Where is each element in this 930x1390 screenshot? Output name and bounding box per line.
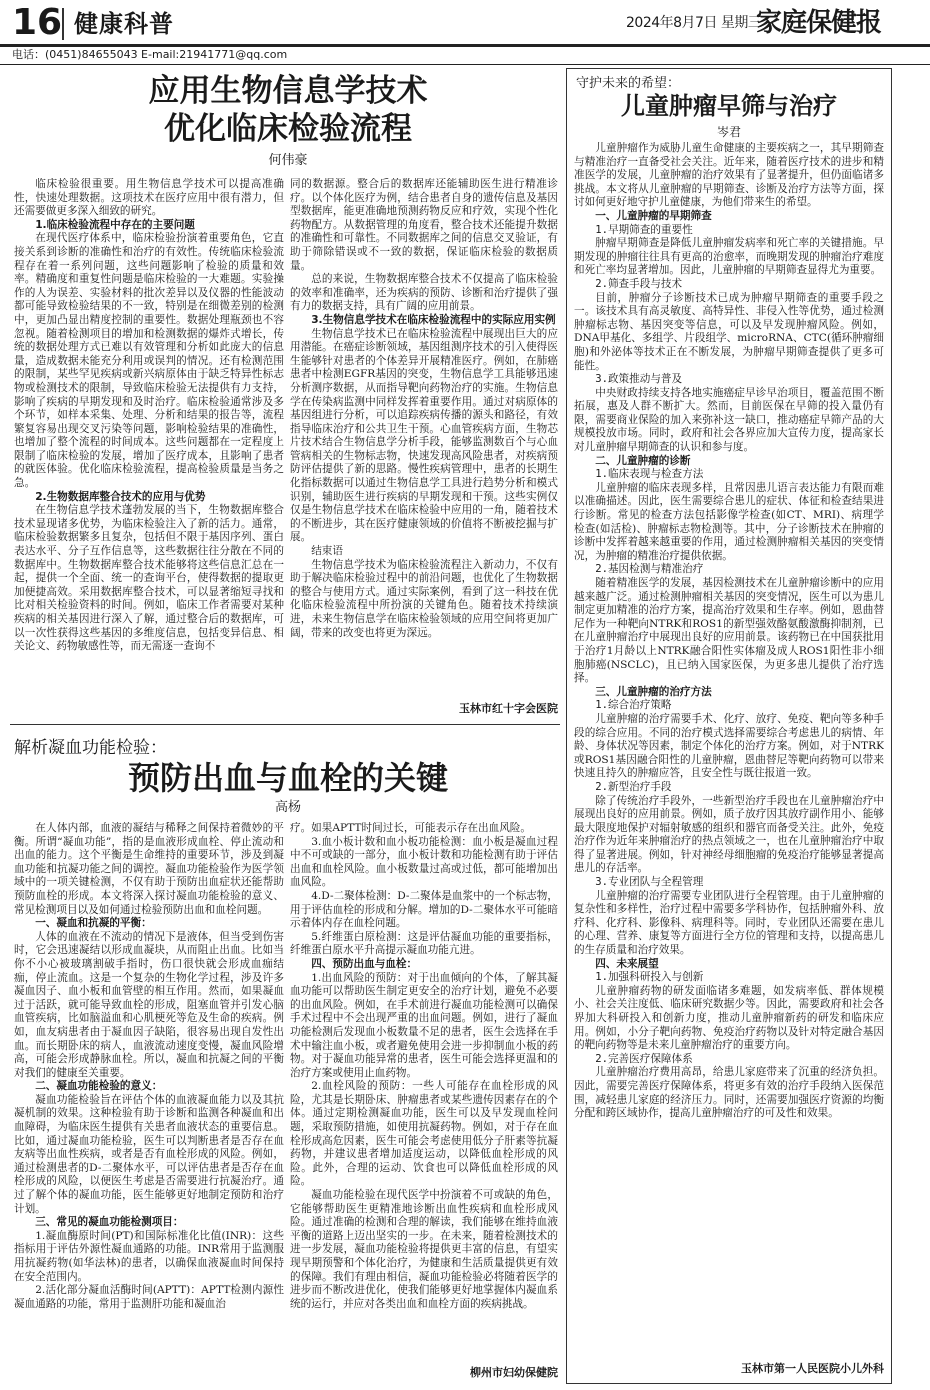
paragraph: 4.D-二聚体检测：D-二聚体是血浆中的一个标志物，用于评估血栓的形成和分解。增加的D-二聚体水平可能暗示着体内存在血栓问题。 <box>290 889 558 930</box>
masthead-rule <box>0 44 930 47</box>
article2-column-right <box>290 822 558 1362</box>
subsection-heading: 1.临床表现与检查方法 <box>595 468 704 481</box>
article3-author: 岑君 <box>716 125 741 139</box>
article1-column-right <box>290 178 558 698</box>
article2-author: 高杨 <box>274 800 301 815</box>
paragraph: 凝血功能检验旨在评估个体的血液凝血能力以及其抗凝机制的效果。这种检验有助于诊断和监测各种凝血和出血障碍，为临床医生提供有关患者血液状态的重要信息。比如，通过凝血功能检验，医生可以判断患者是否存在血友病等出血性疾病，或者是否有血栓形成的风险。例如，通过检测患者的D-二聚体水平，可以评估患者是否存在血栓形成的风险，以便医生考虑是否需要进行抗凝治疗。通过了解个体的凝血功能，医生能够更好地制定预防和治疗计划。 <box>14 1093 284 1215</box>
section-heading: 三、儿童肿瘤的治疗方法 <box>595 685 712 698</box>
article2-source: 柳州市妇幼保健院 <box>470 1366 558 1379</box>
paragraph: 2.活化部分凝血活酶时间(APTT)：APTT检测内源性凝血通路的功能，常用于监测肝功能和凝血治 <box>14 1284 284 1310</box>
section-heading: 四、预防出血与血栓： <box>311 957 418 970</box>
paragraph: 生物信息学技术已在临床检验流程中展现出巨大的应用潜能。在癌症诊断领域，基因组测序技术的引入使得医生能够针对患者的个体差异开展精准医疗。例如，在肺癌患者中检测EGFR基因的突变，生物信息学工具能够迅速分析测序数据，从而指导靶向药物治疗的实施。生物信息学在传染病监测中同样发挥着重要作用。通过对病原体的基因组进行分析，可以追踪疾病传播的源头和路径，有效指导临床治疗和公共卫生干预。心血管疾病方面，生物芯片技术结合生物信息学分析手段，能够监测数百个与心血管病相关的生物标志物，快速发现高风险患者，对疾病预防评估提供了新的思路。慢性疾病管理中，患者的长期生化指标数据可以通过生物信息学工具进行趋势分析和模式识别，辅助医生进行疾病的早期发现和干预。这些实例仅仅是生物信息学技术在临床检验中应用的一角，随着技术的不断进步，其在医疗健康领域的价值将不断被挖掘与扩展。 <box>290 327 558 544</box>
paragraph: 临床检验很重要。用生物信息学技术可以提高准确性，快速处理数据。这项技术在医疗应用中很有潜力，但还需要做更多深入细致的研究。 <box>14 178 284 218</box>
paragraph: 儿童肿瘤治疗费用高昂，给患儿家庭带来了沉重的经济负担。因此，需要完善医疗保障体系，将更多有效的治疗手段纳入医保范围，减轻患儿家庭的经济压力。同时，还需要加强医疗资源的均衡分配和跨区域协作，提高儿童肿瘤治疗的可及性和效果。 <box>574 1066 884 1120</box>
section-heading: 2.生物数据库整合技术的应用与优势 <box>35 490 206 503</box>
paragraph: 中央财政持续支持各地实施癌症早诊早治项目，覆盖范围不断拓展，惠及人群不断扩大。然而，目前医保在早筛的投入量仍有限，需要商业保险的加入来弥补这一缺口，推动癌症早筛产品的大规模投放市场。同时，政府和社会各界应加大宣传力度，提高家长对儿童肿瘤早期筛查的认识和参与度。 <box>574 386 884 454</box>
paragraph: 儿童肿瘤药物的研发面临诸多难题，如发病率低、群体规模小、社会关注度低、临床研究数据少等。因此，需要政府和社会各界加大科研投入和创新力度，推动儿童肿瘤新药的研发和临床应用。例如，小分子靶向药物、免疫治疗药物以及针对特定融合基因的靶向药物等是未来儿童肿瘤治疗的重要方向。 <box>574 984 884 1052</box>
article-divider <box>10 724 560 725</box>
paragraph: 肿瘤早期筛查是降低儿童肿瘤发病率和死亡率的关键措施。早期发现的肿瘤往往具有更高的治愈率，而晚期发现的肿瘤治疗难度和死亡率均显著增加。因此，儿童肿瘤的早期筛查显得尤为重要。 <box>574 237 884 277</box>
subsection-heading: 2.新型治疗手段 <box>595 780 672 793</box>
paragraph: 凝血功能检验在现代医学中扮演着不可或缺的角色，它能够帮助医生更精准地诊断出血性疾病和血栓形成风险。通过准确的检测和合理的解读，我们能够在维持血液平衡的道路上迈出坚实的一步。在未来，随着检测技术的进一步发展，凝血功能检验将提供更丰富的信息，有望实现早期预警和个体化治疗，为健康和生活质量提供更有效的保障。我们有理由相信，凝血功能检验必将随着医学的进步而不断改进优化，使我们能够更好地掌握体内凝血系统的运行，并应对各类出血和血栓方面的疾病挑战。 <box>290 1189 558 1310</box>
paragraph: 在现代医疗体系中，临床检验扮演着重要角色，它直接关系到诊断的准确性和治疗的有效性。传统临床检验流程存在着一系列问题，这些问题影响了检验的质量和效率。精确度和重复性问题是临床检验的一大难题。实验操作的人为误差、实验材料的批次差异以及仪器的性能波动都可能导致检验结果的不一致，特别是在细微差别的检测中，更加凸显出精度控制的重要性。数据处理瓶颈也不容忽视。随着检测项目的增加和检测数据的爆炸式增长，传统的数据处理方式已难以有效管理和分析如此庞大的信息量，造成数据未能充分利用或误判的情况。还有检测范围的限制，某些罕见疾病或新兴病原体由于缺乏特异性标志物或检测技术的限制，导致临床检验无法提供有力支持，影响了疾病的早期发现和及时治疗。临床检验通常涉及多个环节，如样本采集、处理、分析和结果的报告等，流程繁复容易出现交叉污染等问题，影响检验结果的准确性，也增加了整个流程的时间成本。这些问题都在一定程度上限制了临床检验的发展，增加了医疗成本，且影响了患者的就医体验。优化临床检验流程，提高检验质量是当务之急。 <box>14 232 284 490</box>
newspaper-name: 家庭保健报 <box>756 8 882 38</box>
paragraph: 1.出血风险的预防：对于出血倾向的个体，了解其凝血功能可以帮助医生制定更安全的治疗计划，避免不必要的出血风险。例如，在手术前进行凝血功能检测可以确保手术过程中不会出现严重的出血问题。例如，进行了凝血功能检测后发现血小板数量不足的患者，医生会选择在手术中输注血小板，或者避免使用会进一步抑制血小板的药物。对于凝血功能异常的患者，医生可能会选择更温和的治疗方案或使用止血药物。 <box>290 971 558 1079</box>
article3-source: 玉林市第一人民医院小儿外科 <box>741 1362 884 1375</box>
section-heading: 三、常见的凝血功能检测项目： <box>35 1216 184 1229</box>
section-heading: 1.临床检验流程中存在的主要问题 <box>35 218 195 231</box>
subsection-heading: 3.政策推动与普及 <box>595 373 683 386</box>
masthead-divider <box>62 8 64 40</box>
subsection-heading: 2.基因检测与精准治疗 <box>595 563 704 576</box>
paragraph: 同的数据源。整合后的数据库还能辅助医生进行精准诊疗。以个体化医疗为例，结合患者自身的遗传信息及基因型数据库，能更准确地预测药物反应和疗效，实现个性化药物配方。从数据管理的角度看，整合技术还能提升数据的准确性和可靠性。不同数据库之间的信息交叉验证，有助于筛除错误或不一致的数据，保证临床检验的数据质量。 <box>290 178 558 272</box>
paragraph: 随着精准医学的发展，基因检测技术在儿童肿瘤诊断中的应用越来越广泛。通过检测肿瘤相关基因的突变情况，医生可以为患儿制定更加精准的治疗方案，提高治疗效果和生存率。例如，恩曲替尼作为一种靶向NTRK和ROS1的新型强效酪氨酸激酶抑制剂，已在儿童肿瘤治疗中展现出良好的应用前景。该药物已在中国获批用于治疗1月龄以上NTRK融合阳性实体瘤及成人ROS1阳性非小细胞肺癌(NSCLC)，且已纳入国家医保，为更多患儿提供了治疗选择。 <box>574 577 884 685</box>
section-heading: 四、未来展望 <box>595 957 659 970</box>
paragraph: 1.凝血酶原时间(PT)和国际标准化比值(INR)：这些指标用于评估外源性凝血通路的功能。INR常用于监测服用抗凝药物(如华法林)的患者，以确保血液凝血时间保持在安全范围内。 <box>14 1229 284 1283</box>
section-heading: 一、凝血和抗凝的平衡： <box>35 917 152 930</box>
paragraph: 目前，肿瘤分子诊断技术已成为肿瘤早期筛查的重要手段之一。该技术具有高灵敏度、高特异性、非侵入性等优势，通过检测肿瘤标志物、基因突变等信息，可以及早发现肿瘤风险。例如，DNA甲基化、多组学、片段组学、microRNA、CTC(循环肿瘤细胞)和外泌体等技术正在不断发展，为肿瘤早期筛查提供了更多可能性。 <box>574 291 884 372</box>
paragraph: 儿童肿瘤的治疗需要专业团队进行全程管理。由于儿童肿瘤的复杂性和多样性，治疗过程中需要多学科协作，包括肿瘤外科、放疗科、化疗科、影像科、病理科等。同时，专业团队还需要在患儿的心理、营养、康复等方面进行全方位的管理和支持，以提高患儿的生存质量和治疗效果。 <box>574 889 884 957</box>
paragraph: 3.血小板计数和血小板功能检测：血小板是凝血过程中不可或缺的一部分，血小板计数和功能检测有助于评估出血和血栓风险。血小板数量过高或过低，都可能增加出血风险。 <box>290 835 558 889</box>
subsection-heading: 1.综合治疗策略 <box>595 699 672 712</box>
article3-body <box>574 142 884 1354</box>
section-heading: 二、儿童肿瘤的诊断 <box>595 454 691 467</box>
article3-kicker: 守护未来的希望： <box>576 76 681 91</box>
section-heading: 二、凝血功能检验的意义： <box>35 1080 163 1093</box>
paragraph: 儿童肿瘤的治疗需要手术、化疗、放疗、免疫、靶向等多种手段的综合应用。不同的治疗模式选择需要综合考虑患儿的病情、年龄、身体状况等因素，制定个体化的治疗方案。例如，对于NTRK或ROS1基因融合阳性的儿童肿瘤，恩曲替尼等靶向药物可以带来快速且持久的肿瘤应答，且安全性与既往报道一致。 <box>574 712 884 780</box>
article1-source: 玉林市红十字会医院 <box>459 702 558 715</box>
paragraph: 儿童肿瘤作为威胁儿童生命健康的主要疾病之一，其早期筛查与精准治疗一直备受社会关注。近年来，随着医疗技术的进步和精准医学的发展，儿童肿瘤的治疗效果有了显著提升，但仍面临诸多挑战。本文将从儿童肿瘤的早期筛查、诊断及治疗方法等方面，探讨如何更好地守护儿童健康，为他们带来生的希望。 <box>574 142 884 209</box>
paragraph: 在人体内部，血液的凝结与稀释之间保持着微妙的平衡。所谓“凝血功能”，指的是血液形成血栓、停止流动和出血的能力。这个平衡是生命维持的重要环节，涉及到凝血功能和抗凝功能之间的调控。凝血功能检验作为医学领域中的一项关键检测，不仅有助于预防出血症状还能帮助预防血栓的形成。本文将深入探讨凝血功能检验的意义、常见检测项目以及如何通过检验预防出血和血栓问题。 <box>14 822 284 916</box>
paragraph: 人体的血液在不流动的情况下是液体，但当受到伤害时，它会迅速凝结以形成血凝块，从而阻止出血。比如当你不小心被玻璃割破手指时，伤口很快就会形成血痂结痂，停止流血。这是一个复杂的生物化学过程，涉及许多凝血因子、血小板和血管壁的相互作用。然而，如果凝血过于活跃，就可能导致血栓的形成，阻塞血管并引发心脑血管疾病，比如脑溢血和心肌梗死等危及生命的疾病。例如，血友病患者由于凝血因子缺陷，很容易出现自发性出血。而长期卧床的病人，血液流动速度变慢，凝血风险增高，可能会形成静脉血栓。所以，凝血和抗凝之间的平衡对我们的健康至关重要。 <box>14 930 284 1079</box>
subsection-heading: 2.筛查手段与技术 <box>595 277 683 290</box>
paragraph: 总的来说，生物数据库整合技术不仅提高了临床检验的效率和准确率，还为疾病的预防、诊断和治疗提供了强有力的数据支持，具有广阔的应用前景。 <box>290 273 558 313</box>
paragraph: 疗。如果APTT时间过长，可能表示存在出血风险。 <box>290 822 531 834</box>
article2-column-left <box>14 822 284 1382</box>
paragraph: 生物信息学技术为临床检验流程注入新动力，不仅有助于解决临床检验过程中的前沿问题，也优化了生物数据的整合与使用方式。通过实际案例，看到了这一科技在优化临床检验流程中所扮演的关键角色。随着技术持续演进，未来生物信息学在临床检验领域的应用空间将更加广阔，带来的改变也将更为深远。 <box>290 558 558 639</box>
issue-date: 2024年8月7日 星期三 <box>626 15 762 31</box>
page-number: 16 <box>12 2 63 43</box>
article2-kicker: 解析凝血功能检验： <box>14 738 167 758</box>
paragraph: 儿童肿瘤的临床表现多样，且常因患儿语言表达能力有限而难以准确描述。因此，医生需要综合患儿的症状、体征和检查结果进行诊断。常见的检查方法包括影像学检查(如CT、MRI)、病理学检查(如活检)、肿瘤标志物检测等。其中，分子诊断技术在肿瘤的诊断中发挥着越来越重要的作用，通过检测肿瘤相关基因的突变情况，为肿瘤的精准治疗提供依据。 <box>574 481 884 562</box>
article1-title-line2: 优化临床检验流程 <box>164 111 412 147</box>
contact-line: 电话：(0451)84655043 E-mail:21941771@qq.com <box>12 48 288 61</box>
subsection-heading: 1.早期筛查的重要性 <box>595 223 693 236</box>
section-heading: 3.生物信息学技术在临床检验流程中的实际应用实例 <box>311 313 556 326</box>
subsection-heading: 1.加强科研投入与创新 <box>595 971 704 984</box>
paragraph: 结束语 <box>311 545 343 558</box>
article1-author: 何伟豪 <box>268 153 308 168</box>
article1-column-left <box>14 178 284 718</box>
paragraph: 在生物信息学技术蓬勃发展的当下，生物数据库整合技术显现诸多优势，为临床检验注入了新的活力。通常，临床检验数据繁多且复杂，包括但不限于基因序列、蛋白表达水平、分子互作信息等，这些数据往往分散在不同的数据库中。生物数据库整合技术能够将这些信息汇总在一起，提供一个全面、统一的查询平台，使得数据的提取更加便捷高效。采用数据库整合技术，可以显著缩短寻找和比对相关检验资料的时间。例如，临床工作者需要对某种疾病的相关基因进行深入了解，通过整合后的数据库，可以一次性获得这些基因的多维度信息，包括变异信息、相关论文、药物敏感性等，而无需逐一查询不 <box>14 504 284 653</box>
paragraph: 除了传统治疗手段外，一些新型治疗手段也在儿童肿瘤治疗中展现出良好的应用前景。例如，质子放疗因其放疗副作用小、能够最大限度地保护对辐射敏感的组织和器官而备受关注。此外，免疫治疗作为近年来肿瘤治疗的热点领域之一，也在儿童肿瘤治疗中取得了显著进展。例如，针对神经母细胞瘤的免疫治疗能够显著提高患儿的存活率。 <box>574 794 884 875</box>
article3-title: 儿童肿瘤早筛与治疗 <box>621 91 837 120</box>
paragraph: 5.纤维蛋白原检测：这是评估凝血功能的重要指标，纤维蛋白原水平升高提示凝血功能亢进。 <box>290 930 558 957</box>
article1-title-line1: 应用生物信息学技术 <box>148 73 428 109</box>
section-name: 健康科普 <box>74 9 174 38</box>
section-heading: 一、儿童肿瘤的早期筛查 <box>595 209 712 222</box>
article2-title: 预防出血与血栓的关键 <box>127 759 448 797</box>
paragraph: 2.血栓风险的预防：一些人可能存在血栓形成的风险，尤其是长期卧床、肿瘤患者或某些遗传因素存在的个体。通过定期检测凝血功能，医生可以及早发现血栓问题，采取预防措施，如使用抗凝药物。例如，对于存在血栓形成高危因素，医生可能会考虑使用低分子肝素等抗凝药物，并建议患者增加适度运动，以降低血栓形成的风险。此外，合理的运动、饮食也可以降低血栓形成的风险。 <box>290 1080 558 1188</box>
subsection-heading: 2.完善医疗保障体系 <box>595 1052 693 1065</box>
subsection-heading: 3.专业团队与全程管理 <box>595 876 704 889</box>
contact-rule <box>0 64 930 65</box>
